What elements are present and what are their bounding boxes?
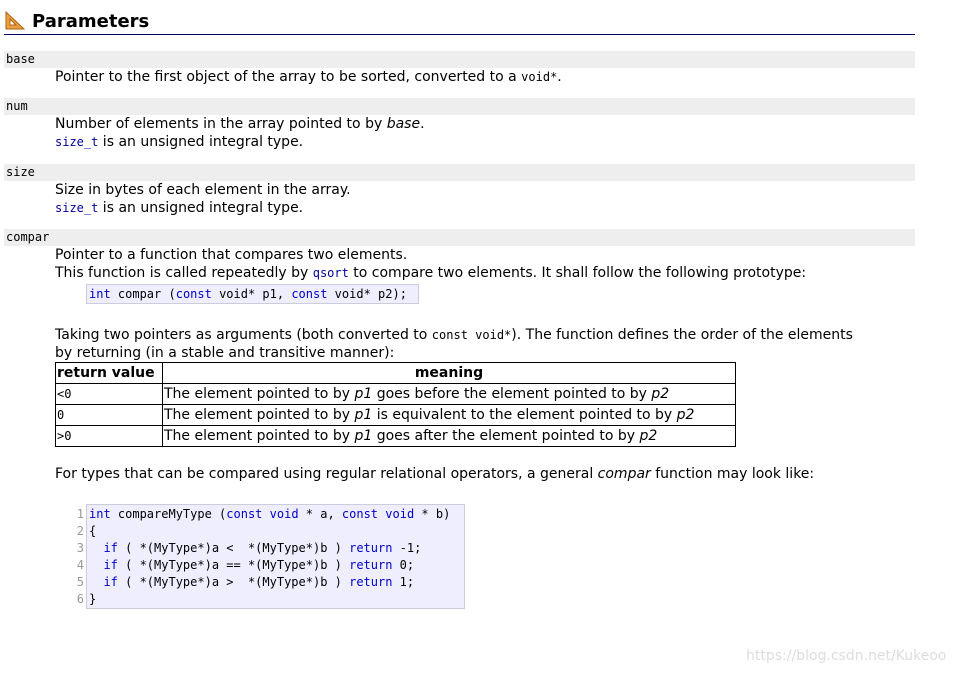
param-name-size bbox=[4, 164, 915, 181]
code-line: int compareMyType (const void * a, const void * b) bbox=[89, 507, 451, 521]
code-line: if ( *(MyType*)a < *(MyType*)b ) return -1; bbox=[103, 541, 422, 555]
param-name-num bbox=[4, 98, 915, 115]
param-desc-num-2 bbox=[55, 133, 303, 151]
param-desc-size-2 bbox=[55, 199, 303, 217]
param-desc-base bbox=[55, 68, 562, 86]
types-text bbox=[55, 465, 814, 483]
table-row bbox=[56, 384, 736, 405]
emphasis: base bbox=[386, 116, 421, 132]
param-desc-compar-2 bbox=[55, 264, 806, 282]
meaning-cell: The element pointed to by p1 is equivalent to the element pointed to by p2 bbox=[163, 405, 736, 426]
page-title: Parameters bbox=[32, 11, 150, 32]
desc-text: is an unsigned integral type. bbox=[98, 134, 304, 150]
param-name-label: compar bbox=[6, 230, 50, 244]
desc-text: by returning (in a stable and transitive manner): bbox=[55, 345, 395, 361]
column-header: return value bbox=[56, 363, 163, 384]
param-name-label: size bbox=[6, 165, 35, 179]
desc-text: function may look like: bbox=[650, 466, 815, 482]
return-value-cell: 0 bbox=[56, 405, 163, 426]
code-line: } bbox=[89, 592, 97, 606]
return-value-cell: >0 bbox=[56, 426, 163, 447]
table-row bbox=[56, 426, 736, 447]
param-name-label: base bbox=[6, 52, 35, 66]
emphasis: compar bbox=[597, 466, 651, 482]
param-name-compar bbox=[4, 229, 915, 246]
set-square-icon bbox=[4, 10, 26, 30]
keyword: const bbox=[291, 287, 328, 301]
table-row bbox=[56, 405, 736, 426]
code-area[interactable] bbox=[86, 504, 465, 609]
type-link[interactable]: size_t bbox=[55, 201, 99, 215]
desc-text: Number of elements in the array pointed to by bbox=[55, 116, 387, 132]
inline-code: void* bbox=[521, 70, 558, 84]
desc-text: to compare two elements. It shall follow the following prototype: bbox=[348, 265, 807, 281]
desc-text: Pointer to the first object of the array to be sorted, converted to a bbox=[55, 69, 522, 85]
taking-text bbox=[55, 326, 853, 344]
param-desc-num bbox=[55, 115, 425, 133]
desc-text: . bbox=[420, 116, 425, 132]
desc-text: For types that can be compared using regular relational operators, a general bbox=[55, 466, 598, 482]
code-line: if ( *(MyType*)a == *(MyType*)b ) return 0; bbox=[103, 558, 415, 572]
meaning-cell: The element pointed to by p1 goes before the element pointed to by p2 bbox=[163, 384, 736, 405]
return-value-cell: <0 bbox=[56, 384, 163, 405]
param-desc-size bbox=[55, 181, 351, 199]
type-link[interactable]: size_t bbox=[55, 135, 99, 149]
param-name-label: num bbox=[6, 99, 28, 113]
table-header-row bbox=[56, 363, 736, 384]
desc-text: Taking two pointers as arguments (both converted to bbox=[55, 327, 432, 343]
desc-text: Pointer to a function that compares two elements. bbox=[55, 247, 408, 263]
section-header bbox=[4, 10, 915, 35]
keyword: const bbox=[175, 287, 212, 301]
code-text: void* p1, bbox=[211, 287, 292, 301]
desc-text: . bbox=[557, 69, 562, 85]
desc-text: This function is called repeatedly by bbox=[55, 265, 313, 281]
taking-text-2 bbox=[55, 344, 394, 362]
code-line: if ( *(MyType*)a > *(MyType*)b ) return 1; bbox=[103, 575, 415, 589]
column-header: meaning bbox=[163, 363, 736, 384]
return-value-table bbox=[55, 362, 736, 447]
function-link[interactable]: qsort bbox=[312, 266, 349, 280]
keyword: int bbox=[89, 287, 111, 301]
code-text: void* p2); bbox=[327, 287, 407, 301]
desc-text: ). The function defines the order of the elements bbox=[511, 327, 853, 343]
code-example bbox=[68, 504, 465, 609]
meaning-cell: The element pointed to by p1 goes after the element pointed to by p2 bbox=[163, 426, 736, 447]
watermark: https://blog.csdn.net/Kukeoo bbox=[746, 648, 947, 664]
inline-code: const void* bbox=[431, 328, 512, 342]
code-text: compar ( bbox=[110, 287, 176, 301]
param-name-base bbox=[4, 51, 915, 68]
line-numbers: 1 2 3 4 5 6 bbox=[76, 507, 84, 606]
desc-text: Size in bytes of each element in the array. bbox=[55, 182, 351, 198]
desc-text: is an unsigned integral type. bbox=[98, 200, 304, 216]
code-line: { bbox=[89, 524, 97, 538]
prototype-code bbox=[86, 284, 419, 304]
param-desc-compar bbox=[55, 246, 407, 264]
